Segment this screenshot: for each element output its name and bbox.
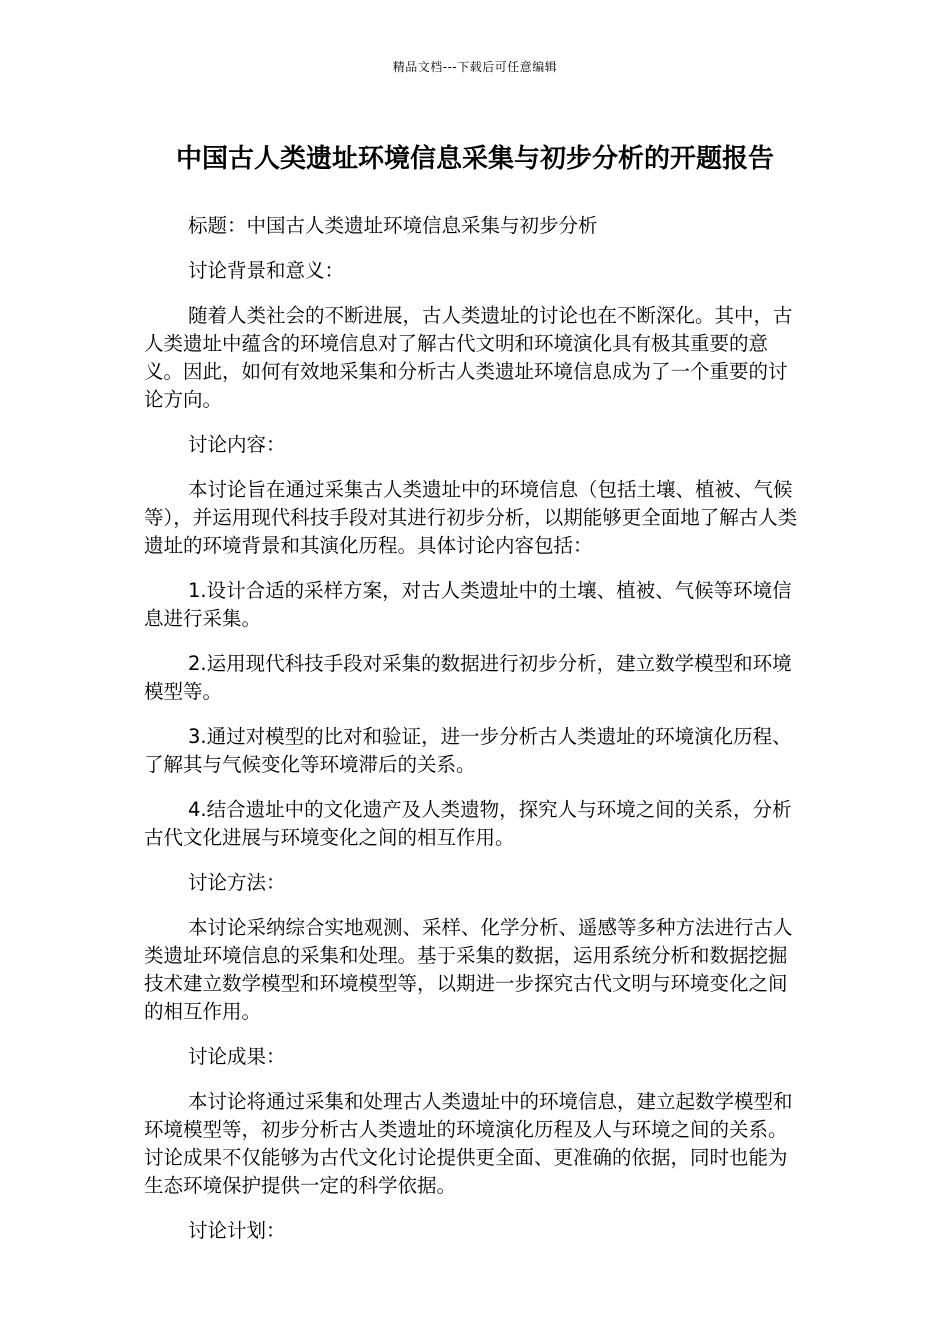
list-item-2: 2.运用现代科技手段对采集的数据进行初步分析，建立数学模型和环境模型等。 — [144, 652, 792, 703]
heading-method: 讨论方法： — [188, 871, 286, 894]
heading-plan: 讨论计划： — [188, 1219, 286, 1242]
document-title: 中国古人类遗址环境信息采集与初步分析的开题报告 — [175, 144, 774, 174]
heading-background: 讨论背景和意义： — [188, 259, 345, 282]
paragraph-results: 本讨论将通过采集和处理古人类遗址中的环境信息，建立起数学模型和环境模型等，初步分析古人类遗址的环境演化历程及人与环境之间的关系。讨论成果不仅能够为古代文化讨论提供更全面、更准确的依据，同时也能为生态环境保护提供一定的科学依据。 — [144, 1090, 793, 1197]
document-body — [144, 212, 804, 1262]
heading-results: 讨论成果： — [188, 1045, 286, 1068]
header-note: 精品文档---下载后可任意编辑 — [392, 60, 558, 74]
paragraph-content: 本讨论旨在通过采集古人类遗址中的环境信息（包括土壤、植被、气候等），并运用现代科技手段对其进行初步分析，以期能够更全面地了解古人类遗址的环境背景和其演化历程。具体讨论内容包括： — [144, 478, 798, 557]
list-item-1: 1.设计合适的采样方案，对古人类遗址中的土壤、植被、气候等环境信息进行采集。 — [144, 579, 792, 630]
paragraph-subject: 标题：中国古人类遗址环境信息采集与初步分析 — [188, 214, 598, 237]
paragraph-background: 随着人类社会的不断进展，古人类遗址的讨论也在不断深化。其中，古人类遗址中蕴含的环境信息对了解古代文明和环境演化具有极其重要的意义。因此，如何有效地采集和分析古人类遗址环境信息成为了一个重要的讨论方向。 — [144, 304, 793, 411]
list-item-3: 3.通过对模型的比对和验证，进一步分析古人类遗址的环境演化历程、了解其与气候变化等环境滞后的关系。 — [144, 725, 792, 776]
paragraph-method: 本讨论采纳综合实地观测、采样、化学分析、遥感等多种方法进行古人类遗址环境信息的采集和处理。基于采集的数据，运用系统分析和数据挖掘技术建立数学模型和环境模型等，以期进一步探究古代文明与环境变化之间的相互作用。 — [144, 916, 793, 1023]
heading-content: 讨论内容： — [188, 433, 286, 456]
list-item-4: 4.结合遗址中的文化遗产及人类遗物，探究人与环境之间的关系，分析古代文化进展与环境变化之间的相互作用。 — [144, 798, 792, 849]
